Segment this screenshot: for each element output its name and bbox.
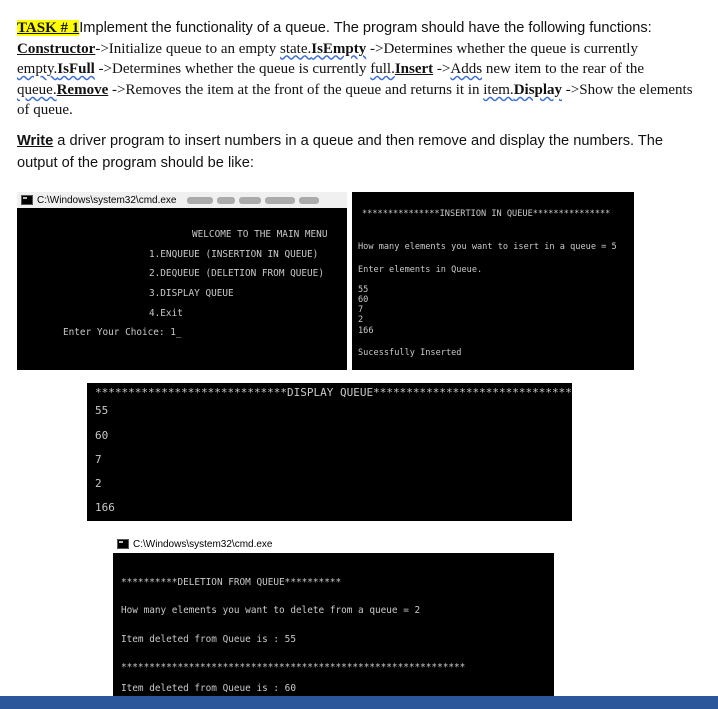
display-value: 166 bbox=[95, 501, 115, 514]
deletion-separator: ************************************************************* bbox=[121, 662, 466, 673]
blurred-tabs bbox=[187, 197, 319, 204]
isempty-desc: ->Determines whether the queue is currently bbox=[366, 40, 638, 57]
menu-item-enqueue: 1.ENQUEUE (INSERTION IN QUEUE) bbox=[149, 249, 319, 260]
display-value: 2 bbox=[95, 477, 102, 490]
task-label: TASK # 1 bbox=[17, 20, 80, 36]
insertion-enter-prompt: Enter elements in Queue. bbox=[358, 265, 483, 275]
console-title: C:\Windows\system32\cmd.exe bbox=[37, 194, 177, 206]
deletion-result: Item deleted from Queue is : 55 bbox=[121, 634, 296, 645]
menu-item-display: 3.DISPLAY QUEUE bbox=[149, 288, 234, 299]
insertion-value: 55 bbox=[358, 285, 369, 295]
display-value: 7 bbox=[95, 453, 102, 466]
deletion-header: **********DELETION FROM QUEUE********** bbox=[121, 577, 342, 588]
remove-desc: ->Removes the item at the front of the queue and returns it in bbox=[108, 81, 484, 98]
insert-desc: -> bbox=[433, 61, 451, 78]
insertion-value: 7 bbox=[358, 305, 364, 315]
display-value: 55 bbox=[95, 404, 109, 417]
display-value: 60 bbox=[95, 429, 109, 442]
remove-name: Remove bbox=[56, 81, 109, 98]
insertion-value: 60 bbox=[358, 295, 369, 305]
isfull-name: IsFull bbox=[57, 61, 95, 78]
isempty-name: IsEmpty bbox=[311, 40, 367, 57]
full-word: full. bbox=[370, 61, 395, 78]
task-description bbox=[17, 18, 707, 121]
task-intro: mplement the functionality of a queue. The program should have the following functions: bbox=[83, 20, 652, 36]
display-name: Display bbox=[513, 81, 563, 98]
menu-heading: WELCOME TO THE MAIN MENU bbox=[192, 229, 328, 240]
state-word: state. bbox=[279, 40, 312, 57]
constructor-name: Constructor bbox=[17, 40, 96, 57]
insert-desc2: new item to the rear of the bbox=[482, 61, 645, 78]
display-desc: ->Show the elements of queue. bbox=[17, 81, 693, 119]
status-strip bbox=[0, 696, 718, 709]
insertion-value: 2 bbox=[358, 315, 364, 325]
console-display-queue bbox=[87, 383, 572, 521]
console-insertion bbox=[352, 192, 634, 370]
menu-item-dequeue: 2.DEQUEUE (DELETION FROM QUEUE) bbox=[149, 268, 324, 279]
menu-prompt: Enter Your Choice: 1_ bbox=[63, 327, 182, 338]
console-main-menu bbox=[17, 192, 347, 370]
deletion-count-prompt: How many elements you want to delete from a queue = 2 bbox=[121, 605, 421, 616]
insertion-success: Sucessfully Inserted bbox=[358, 348, 462, 358]
task-first-letter: I bbox=[79, 20, 84, 36]
console-titlebar bbox=[113, 535, 554, 553]
queue-word: queue. bbox=[17, 81, 57, 98]
display-header: *****************************DISPLAY QUEUE****************************** bbox=[95, 386, 572, 399]
item-word: item. bbox=[483, 81, 514, 98]
console-title: C:\Windows\system32\cmd.exe bbox=[133, 538, 273, 550]
console-deletion bbox=[113, 535, 554, 698]
insertion-header: ***************INSERTION IN QUEUE*************** bbox=[362, 209, 611, 219]
isfull-desc: ->Determines whether the queue is currently bbox=[94, 61, 371, 78]
console-titlebar bbox=[17, 192, 347, 208]
insertion-value: 166 bbox=[358, 326, 374, 336]
cmd-icon bbox=[21, 195, 33, 205]
write-word: Write bbox=[17, 133, 54, 149]
menu-item-exit: 4.Exit bbox=[149, 308, 183, 319]
empty-word: empty. bbox=[17, 61, 58, 78]
driver-instructions bbox=[17, 131, 707, 174]
constructor-desc: ->Initialize queue to an empty bbox=[95, 40, 280, 57]
write-text: a driver program to insert numbers in a queue and then remove and display the numbers. The output of the program should be like: bbox=[17, 133, 664, 171]
insertion-count-prompt: How many elements you want to isert in a queue = 5 bbox=[358, 242, 617, 252]
adds-word: Adds bbox=[450, 61, 483, 78]
cmd-icon bbox=[117, 539, 129, 549]
insert-name: Insert bbox=[394, 61, 434, 78]
deletion-result: Item deleted from Queue is : 60 bbox=[121, 683, 296, 694]
